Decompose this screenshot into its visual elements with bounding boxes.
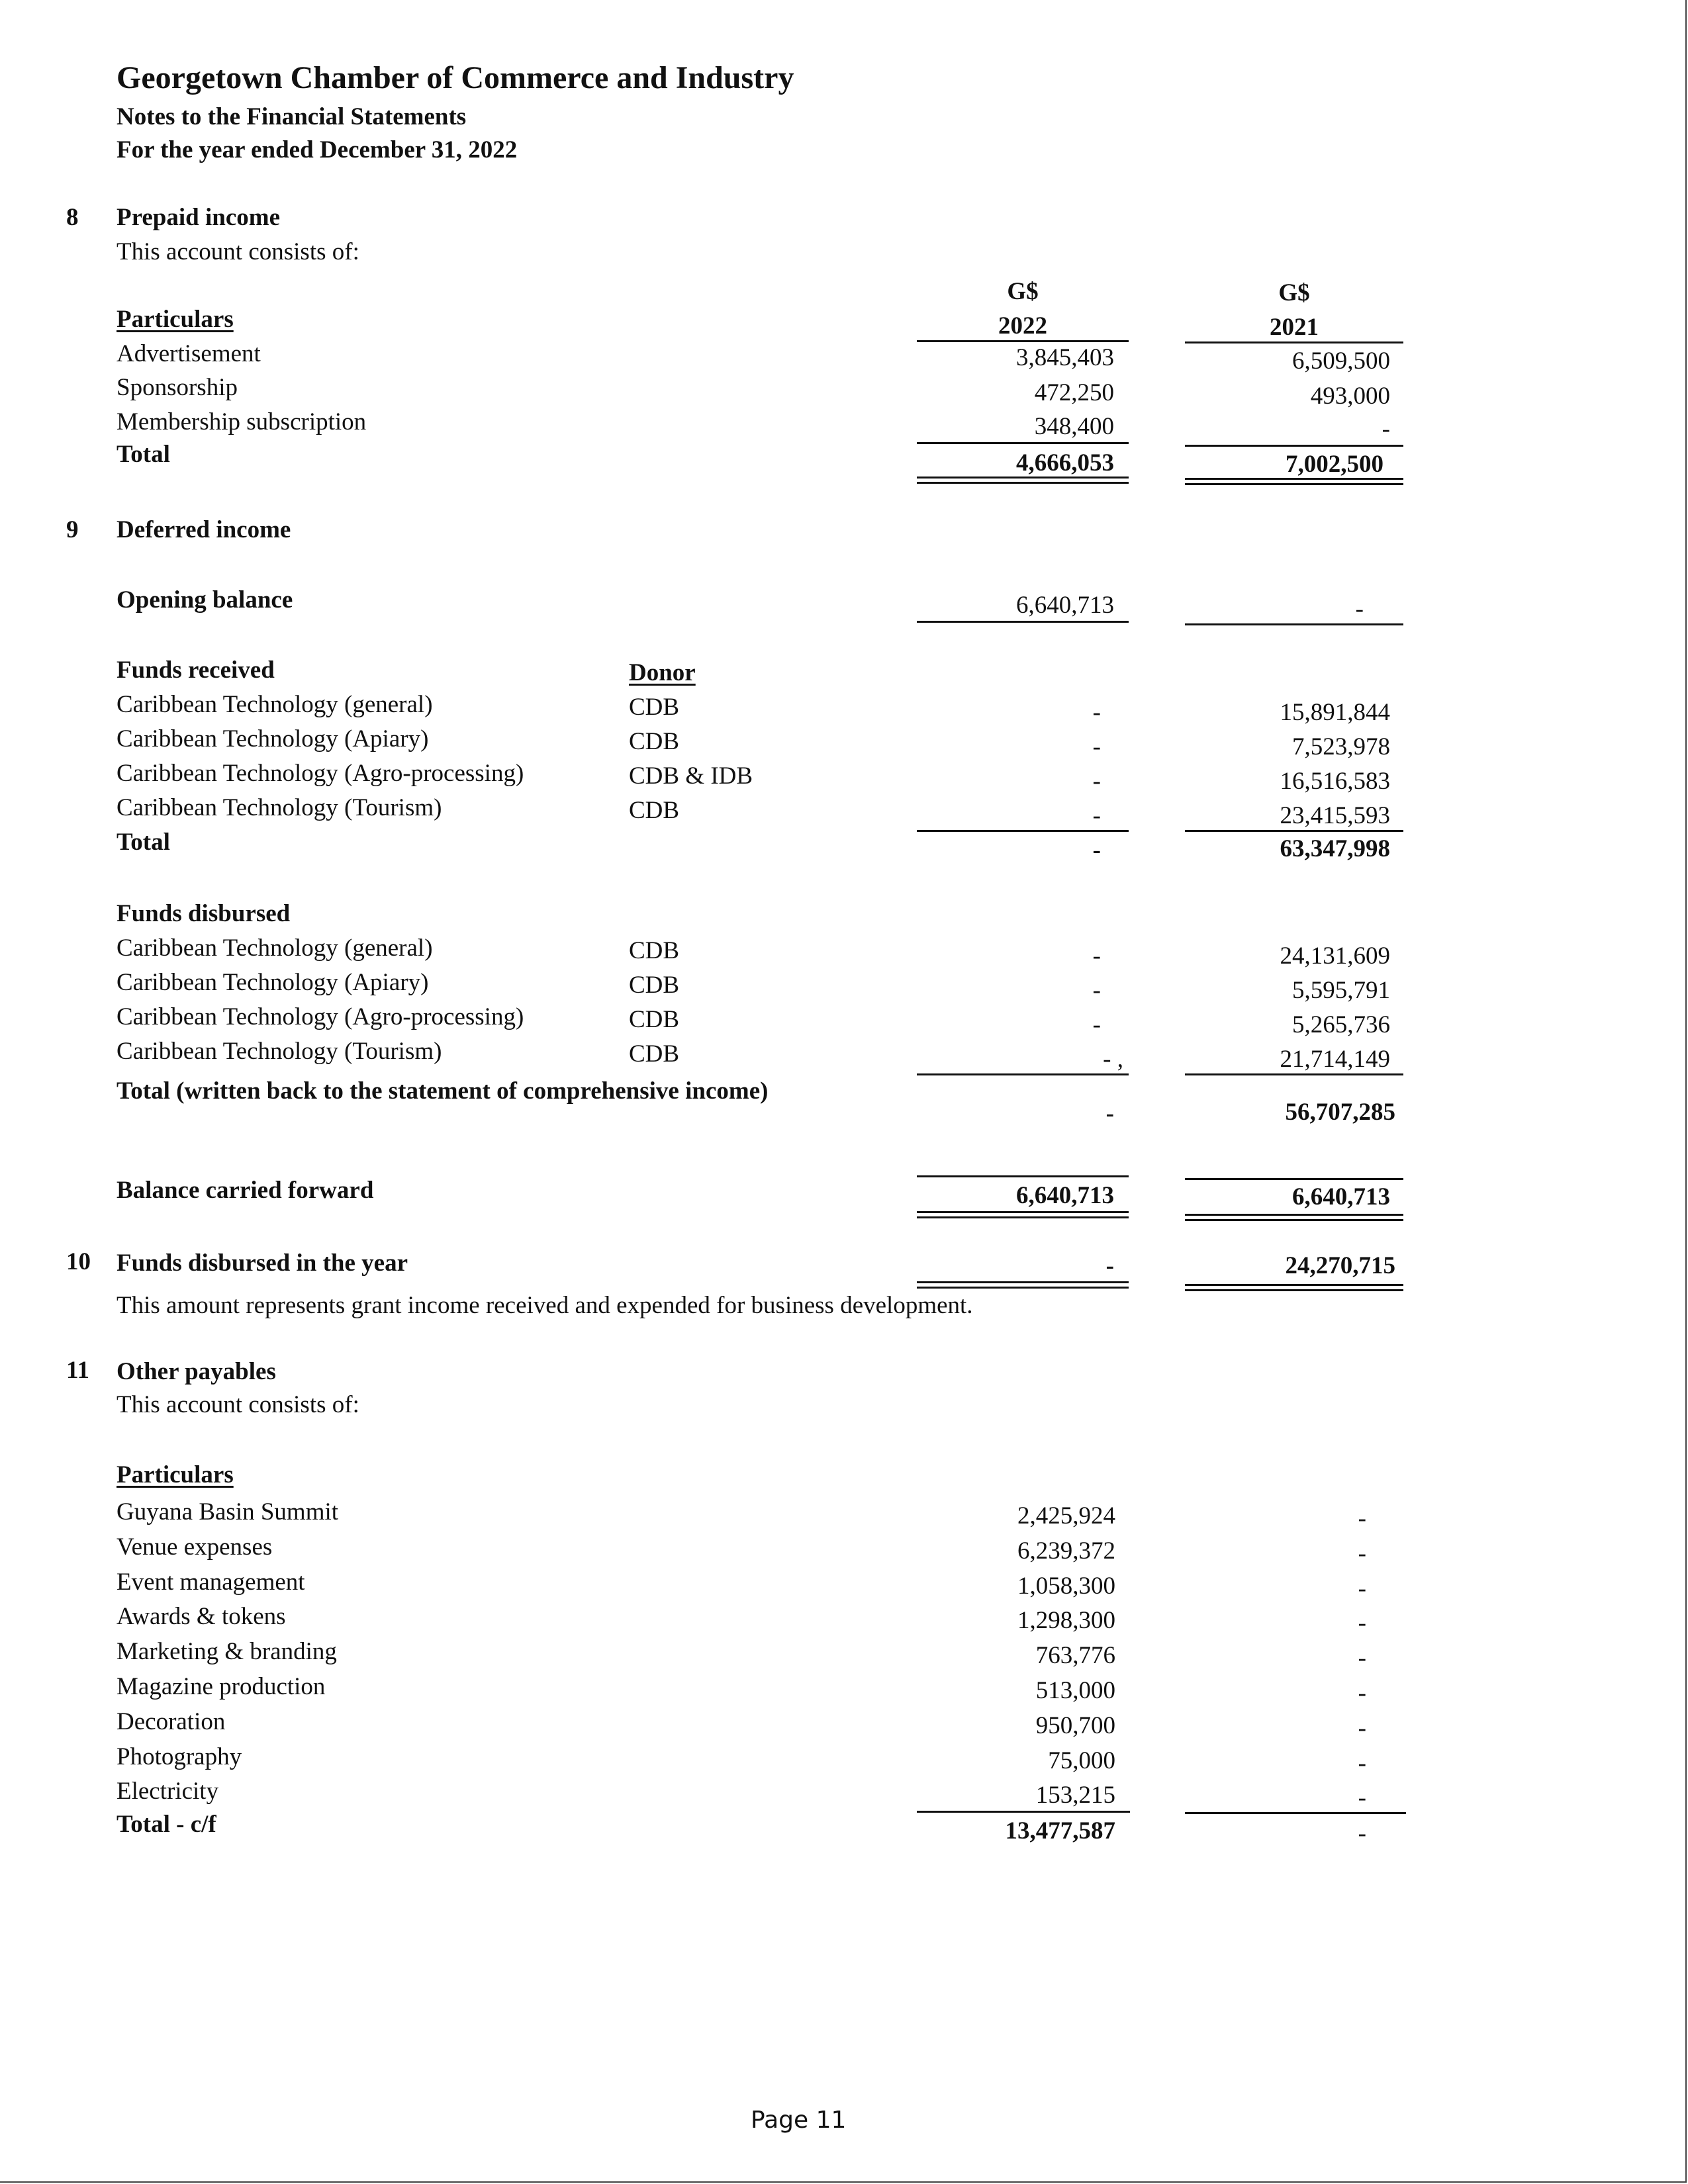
line-item-label: Magazine production [117, 1673, 326, 1700]
total-2021: 63,347,998 [1280, 835, 1390, 862]
opening-balance-label: Opening balance [117, 586, 293, 614]
subtotal-rule [917, 442, 1129, 444]
total-double-rule [1185, 1284, 1403, 1291]
note-intro: This account consists of: [117, 1391, 359, 1418]
amount-2022: 950,700 [1035, 1712, 1115, 1739]
amount-2022: - [1092, 768, 1101, 795]
amount-2021: 5,265,736 [1292, 1011, 1390, 1038]
amount-2021: 21,714,149 [1280, 1046, 1390, 1073]
balance-rule [1185, 1178, 1403, 1180]
total-label: Total [117, 441, 170, 468]
donor-value: CDB [629, 937, 680, 964]
total-double-rule [917, 1211, 1129, 1218]
amount-2021: - [1358, 1505, 1366, 1532]
total-double-rule [917, 477, 1129, 484]
note-title: Funds disbursed in the year [117, 1250, 408, 1277]
amount-2022: - [1092, 942, 1101, 970]
particulars-header: Particulars [117, 1461, 234, 1488]
particulars-header: Particulars [117, 306, 234, 333]
reporting-period: For the year ended December 31, 2022 [117, 136, 518, 163]
subtotal-rule [917, 1811, 1130, 1813]
year-header-2021: 2021 [1270, 314, 1319, 341]
total-double-rule [1185, 1214, 1403, 1221]
column-rule [917, 340, 1129, 342]
line-item-label: Caribbean Technology (Apiary) [117, 969, 429, 996]
line-item-label: Marketing & branding [117, 1638, 337, 1665]
amount-2021: - [1358, 1645, 1366, 1672]
line-item-label: Caribbean Technology (Apiary) [117, 725, 429, 752]
line-item-label: Caribbean Technology (Agro-processing) [117, 760, 524, 787]
total-2021: 56,707,285 [1285, 1099, 1395, 1126]
line-item-label: Electricity [117, 1778, 219, 1805]
donor-header: Donor [629, 659, 696, 686]
amount-2022: 763,776 [1035, 1642, 1115, 1669]
amount-2021: 23,415,593 [1280, 802, 1390, 829]
line-item-label: Caribbean Technology (Agro-processing) [117, 1003, 524, 1030]
subtotal-rule [1185, 445, 1403, 447]
amount-2021: - [1382, 416, 1390, 443]
total-2021: 6,640,713 [1292, 1183, 1390, 1210]
amount-2022: 1,058,300 [1017, 1572, 1115, 1600]
amount-2022: - [1092, 733, 1101, 760]
donor-value: CDB [629, 728, 680, 755]
line-item-label: Caribbean Technology (Tourism) [117, 1038, 442, 1065]
subtotal-rule [917, 1073, 1129, 1075]
document-subtitle: Notes to the Financial Statements [117, 103, 467, 130]
note-number: 8 [66, 204, 79, 231]
total-2022: - [1105, 1100, 1114, 1127]
amount-2021: - [1358, 1610, 1366, 1637]
line-item-label: Membership subscription [117, 408, 367, 435]
subtotal-rule [1185, 1073, 1403, 1075]
amount-2021: 16,516,583 [1280, 768, 1390, 795]
amount-2022: 153,215 [1035, 1782, 1115, 1809]
note-title: Prepaid income [117, 204, 280, 231]
amount-2021: 24,131,609 [1280, 942, 1390, 970]
donor-value: CDB & IDB [629, 762, 753, 790]
amount-2021: 493,000 [1310, 383, 1390, 410]
total-label: Total (written back to the statement of comprehensive income) [117, 1077, 769, 1105]
amount-2021: - [1358, 1750, 1366, 1777]
funds-received-header: Funds received [117, 657, 275, 684]
amount-2021: 5,595,791 [1292, 977, 1390, 1004]
total-double-rule [917, 1281, 1129, 1289]
note-number: 10 [66, 1248, 91, 1275]
amount-2021: - [1358, 1575, 1366, 1602]
amount-2022: - [1092, 802, 1101, 829]
amount-2022: - [1092, 977, 1101, 1004]
balance-forward-label: Balance carried forward [117, 1177, 374, 1204]
balance-rule [917, 1175, 1129, 1177]
amount-2021: 6,509,500 [1292, 347, 1390, 375]
amount-2021: - [1358, 1540, 1366, 1567]
year-header-2022: 2022 [998, 312, 1047, 340]
amount-2022: - , [1103, 1046, 1123, 1073]
subtotal-rule [1185, 830, 1403, 832]
line-item-label: Caribbean Technology (general) [117, 691, 433, 718]
amount-2022: - [1092, 699, 1101, 726]
organization-title: Georgetown Chamber of Commerce and Industry [117, 60, 794, 95]
line-item-label: Venue expenses [117, 1533, 273, 1561]
amount-2022: 472,250 [1034, 379, 1114, 406]
amount-2022: 2,425,924 [1017, 1502, 1115, 1529]
total-2021: 24,270,715 [1285, 1252, 1395, 1279]
total-2021: - [1358, 1820, 1366, 1847]
amount-2021: - [1355, 596, 1364, 623]
amount-2022: 3,845,403 [1016, 344, 1114, 371]
note-description: This amount represents grant income received and expended for business development. [117, 1292, 973, 1319]
column-rule [1185, 341, 1403, 343]
total-label: Total - c/f [117, 1811, 216, 1838]
funds-disbursed-header: Funds disbursed [117, 900, 291, 927]
amount-2022: 75,000 [1048, 1747, 1115, 1774]
note-number: 9 [66, 516, 79, 543]
total-double-rule [1185, 478, 1403, 485]
amount-2021: - [1358, 1784, 1366, 1811]
amount-2021: 15,891,844 [1280, 699, 1390, 726]
note-title: Other payables [117, 1358, 276, 1385]
line-item-label: Guyana Basin Summit [117, 1498, 339, 1525]
column-rule [1185, 623, 1403, 625]
total-2022: 6,640,713 [1016, 1182, 1114, 1209]
subtotal-rule [917, 830, 1129, 832]
page-number: Page 11 [751, 2107, 847, 2134]
total-2022: - [1105, 1252, 1114, 1279]
line-item-label: Awards & tokens [117, 1603, 286, 1630]
donor-value: CDB [629, 694, 680, 721]
amount-2022: 348,400 [1034, 413, 1114, 440]
amount-2021: - [1358, 1680, 1366, 1707]
line-item-label: Advertisement [117, 340, 261, 367]
line-item-label: Decoration [117, 1708, 226, 1735]
total-2022: 13,477,587 [1005, 1817, 1115, 1844]
amount-2022: 6,640,713 [1016, 592, 1114, 619]
donor-value: CDB [629, 797, 680, 824]
note-title: Deferred income [117, 516, 291, 543]
line-item-label: Photography [117, 1743, 242, 1770]
donor-value: CDB [629, 1006, 680, 1033]
currency-header-2021: G$ [1278, 279, 1310, 306]
total-2022: - [1092, 837, 1101, 864]
amount-2022: 513,000 [1035, 1677, 1115, 1704]
currency-header-2022: G$ [1007, 278, 1039, 305]
amount-2022: 1,298,300 [1017, 1607, 1115, 1634]
line-item-label: Caribbean Technology (Tourism) [117, 794, 442, 821]
line-item-label: Sponsorship [117, 374, 238, 401]
note-number: 11 [66, 1357, 89, 1384]
line-item-label: Caribbean Technology (general) [117, 934, 433, 962]
total-2021: 7,002,500 [1286, 451, 1383, 478]
total-2022: 4,666,053 [1016, 449, 1114, 477]
note-intro: This account consists of: [117, 238, 359, 265]
amount-2021: 7,523,978 [1292, 733, 1390, 760]
subtotal-rule [1185, 1812, 1406, 1814]
line-item-label: Event management [117, 1569, 305, 1596]
amount-2022: - [1092, 1011, 1101, 1038]
amount-2022: 6,239,372 [1017, 1537, 1115, 1565]
donor-value: CDB [629, 972, 680, 999]
donor-value: CDB [629, 1040, 680, 1068]
amount-2021: - [1358, 1715, 1366, 1742]
total-label: Total [117, 829, 170, 856]
column-rule [917, 621, 1129, 623]
